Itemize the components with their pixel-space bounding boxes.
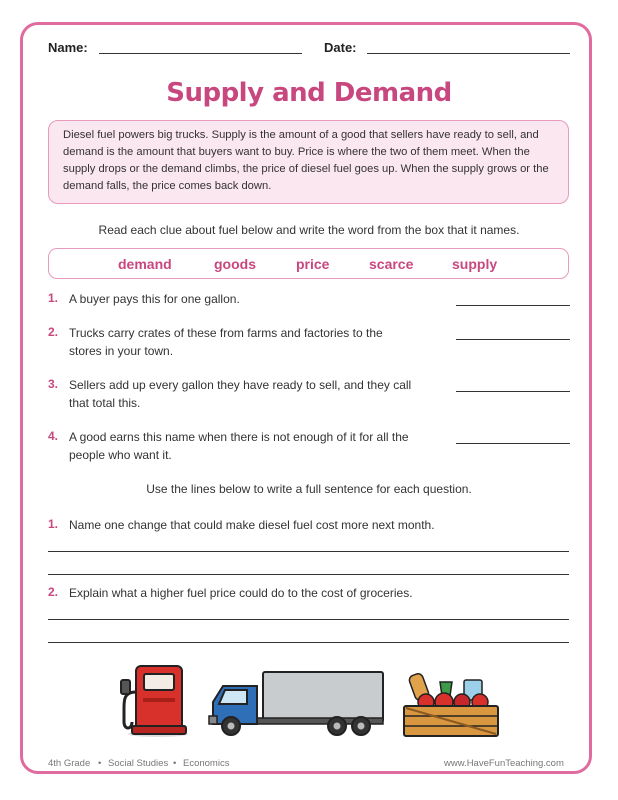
date-field[interactable] <box>367 53 570 54</box>
clue-text: A good earns this name when there is not enough of it for all the <box>69 430 409 444</box>
intro-text: Diesel fuel powers big trucks. Supply is the amount of a good that sellers have ready to sell, and demand is the amount that buyers want to buy. Price is where the two of them meet. When the supply drops or the demand climbs, the price of diesel fuel goes up. When the supply grows or the demand falls, the price comes back down. <box>63 129 549 192</box>
clue-text: that total this. <box>69 396 141 410</box>
word-bank-item: supply <box>452 256 498 272</box>
clue-text: people who want it. <box>69 448 172 462</box>
word-instruction: Read each clue about fuel below and write the word from the box that it names. <box>98 223 520 237</box>
footer-grade: 4th Grade <box>48 758 91 769</box>
name-field[interactable] <box>99 53 302 54</box>
footer-separator: • <box>98 758 102 769</box>
question-text: Name one change that could make diesel fuel cost more next month. <box>69 518 435 532</box>
question-number: 2. <box>48 585 59 599</box>
footer-separator: • <box>173 758 177 769</box>
answer-line[interactable] <box>456 339 570 340</box>
delivery-truck-icon <box>207 666 387 738</box>
word-bank-item: scarce <box>369 256 414 272</box>
footer-topic: Economics <box>183 758 230 769</box>
page-title: Supply and Demand <box>166 78 452 108</box>
clue-number: 2. <box>48 325 59 339</box>
answer-line[interactable] <box>456 443 570 444</box>
word-bank-item: price <box>296 256 330 272</box>
clue-number: 4. <box>48 429 59 443</box>
clue-text: Trucks carry crates of these from farms and factories to the <box>69 326 383 340</box>
fuel-pump-icon <box>118 660 194 738</box>
intro-box <box>48 120 569 204</box>
footer-subject: Social Studies <box>108 758 169 769</box>
clue-number: 1. <box>48 291 59 305</box>
date-label: Date: <box>324 40 357 55</box>
word-bank-item: demand <box>118 256 172 272</box>
writing-line[interactable] <box>48 551 569 552</box>
question-text: Explain what a higher fuel price could do to the cost of groceries. <box>69 586 413 600</box>
footer-site-link[interactable]: www.HaveFunTeaching.com <box>444 758 564 769</box>
word-bank-item: goods <box>214 256 256 272</box>
clue-text: A buyer pays this for one gallon. <box>69 292 240 306</box>
grocery-crate-icon <box>400 672 502 738</box>
answer-line[interactable] <box>456 391 570 392</box>
writing-line[interactable] <box>48 574 569 575</box>
clue-number: 3. <box>48 377 59 391</box>
question-number: 1. <box>48 517 59 531</box>
word-bank <box>48 248 569 279</box>
name-label: Name: <box>48 40 88 55</box>
clue-text: stores in your town. <box>69 344 174 358</box>
writing-line[interactable] <box>48 642 569 643</box>
sentence-instruction: Use the lines below to write a full sentence for each question. <box>146 482 472 496</box>
answer-line[interactable] <box>456 305 570 306</box>
writing-line[interactable] <box>48 619 569 620</box>
clue-text: Sellers add up every gallon they have ready to sell, and they call <box>69 378 412 392</box>
